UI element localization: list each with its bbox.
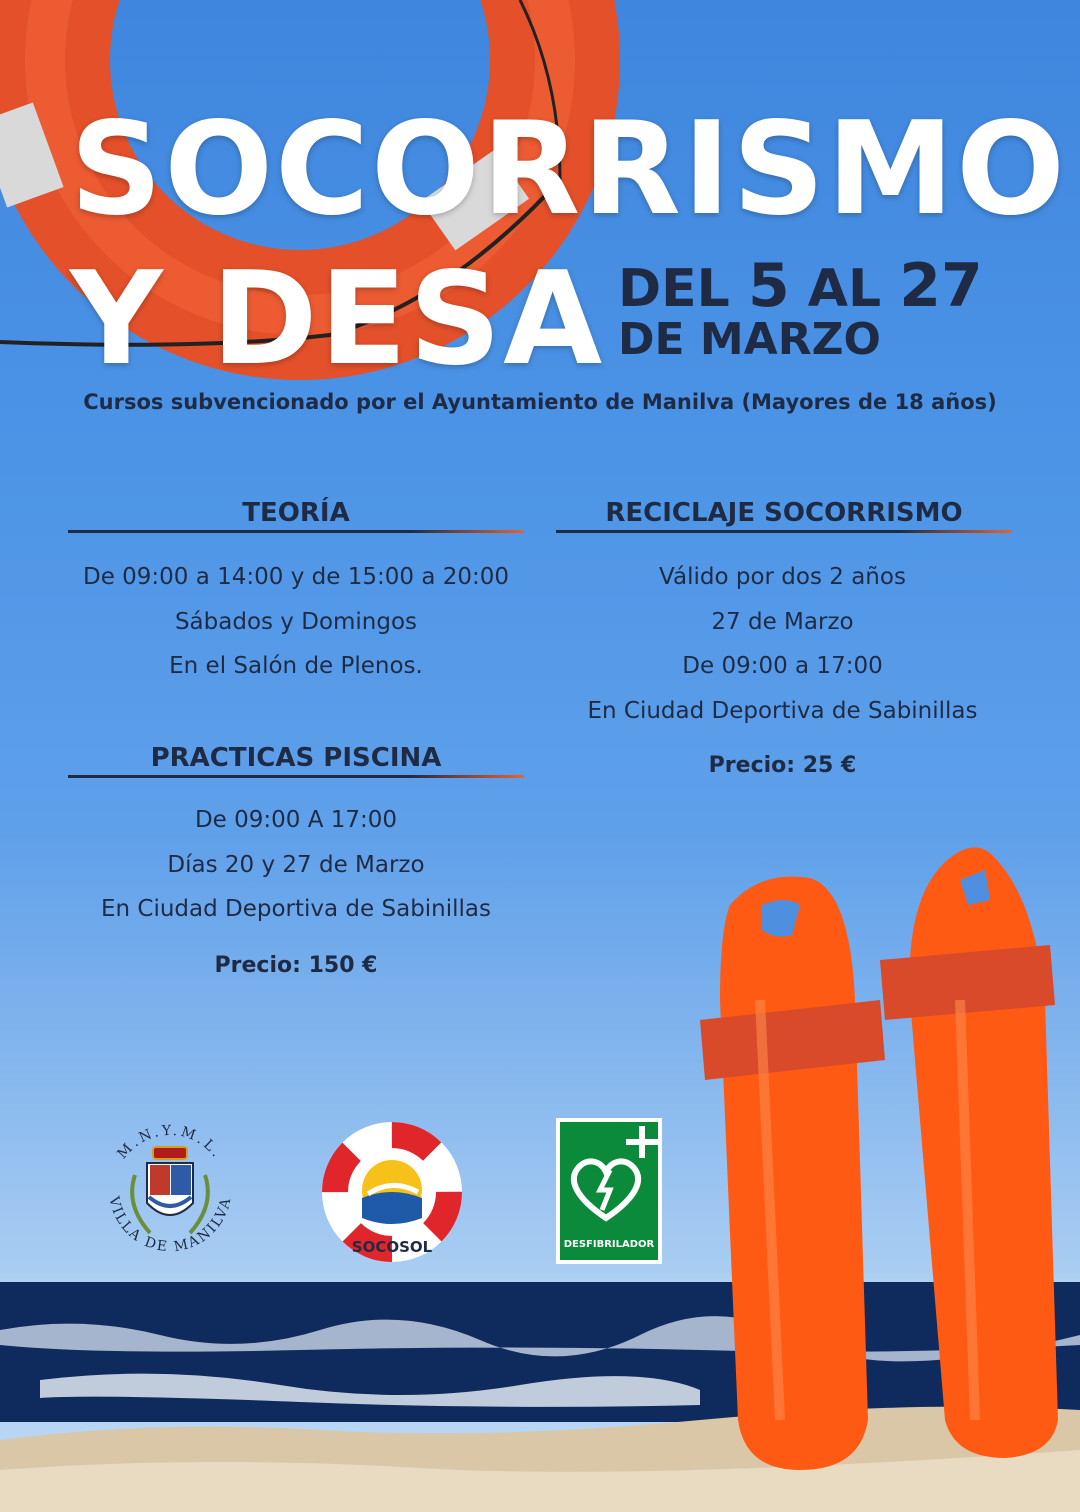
- date-middle: AL: [807, 259, 882, 319]
- subtitle: Cursos subvencionado por el Ayuntamiento de Manilva (Mayores de 18 años): [83, 390, 997, 414]
- practicas-heading: PRACTICAS PISCINA: [150, 743, 442, 773]
- teoria-line: Sábados y Domingos: [174, 608, 418, 635]
- practicas-line: De 09:00 A 17:00: [194, 807, 398, 833]
- date-range: [618, 251, 983, 321]
- reciclaje-line: Válido por dos 2 años: [659, 564, 906, 590]
- reciclaje-price: Precio: 25 €: [708, 753, 857, 778]
- teoria-line: De 09:00 a 14:00 y de 15:00 a 20:00: [82, 564, 510, 590]
- reciclaje-line: 27 de Marzo: [711, 608, 854, 635]
- main-title-line1: SOCORRISMO: [70, 95, 1067, 244]
- practicas-divider: [68, 775, 524, 778]
- practicas-line: Días 20 y 27 de Marzo: [167, 851, 425, 878]
- teoria-divider: [68, 530, 524, 533]
- practicas-price: Precio: 150 €: [214, 953, 378, 978]
- desfibrilador-text: DESFIBRILADOR: [563, 1239, 655, 1250]
- practicas-details: [40, 798, 552, 932]
- date-month: DE MARZO: [618, 314, 881, 365]
- svg-text:VILLA DE MANILVA: VILLA DE MANILVA: [105, 1195, 235, 1256]
- manilva-coat-of-arms-logo: [95, 1115, 245, 1265]
- reciclaje-line: De 09:00 a 17:00: [682, 653, 883, 679]
- date-prefix: DEL: [618, 259, 730, 319]
- socosol-logo: [318, 1118, 466, 1266]
- teoria-heading: TEORÍA: [242, 498, 350, 528]
- svg-text:M.N.Y.M.L.: M.N.Y.M.L.: [114, 1122, 226, 1163]
- practicas-line: En Ciudad Deportiva de Sabinillas: [100, 896, 492, 922]
- reciclaje-heading: RECICLAJE SOCORRISMO: [605, 498, 963, 528]
- reciclaje-divider: [556, 530, 1012, 533]
- main-title-line2: Y DESA: [70, 245, 605, 394]
- socosol-text: SOCOSOL: [351, 1238, 433, 1256]
- teoria-details: [40, 555, 552, 689]
- date-end: 27: [899, 251, 983, 321]
- date-start: 5: [747, 251, 790, 321]
- reciclaje-line: En Ciudad Deportiva de Sabinillas: [587, 697, 978, 724]
- teoria-line: En el Salón de Plenos.: [169, 653, 423, 679]
- reciclaje-details: [530, 555, 1035, 733]
- desfibrilador-sign-logo: [556, 1118, 662, 1264]
